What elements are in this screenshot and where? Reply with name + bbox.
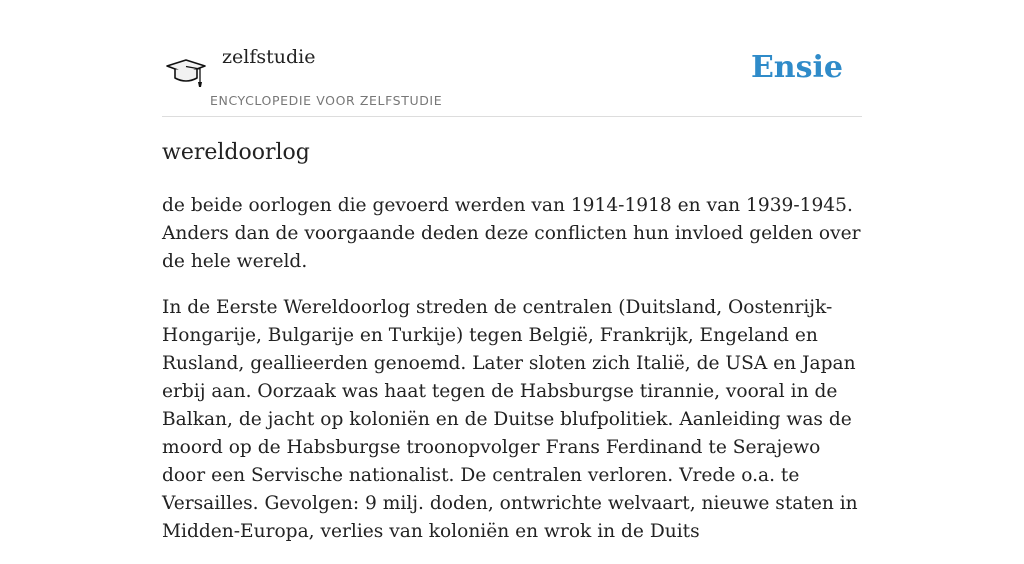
article-paragraph: In de Eerste Wereldoorlog streden de centralen (Duitsland, Oostenrijk-Hongarije, Bulgarije en Turkije) tegen België, Frankrijk, Engeland en Rusland, geallieerden genoemd. Later sloten zich Italië, de USA en Japan erbij aan. Oorzaak was haat tegen de Habsburgse tirannie, vooral in de Balkan, de jacht op koloniën en de Duitse blufpolitiek. Aanleiding was de moord op de Habsburgse troonopvolger Frans Ferdinand te Serajewo door een Servische nationalist. De centralen verloren. Vrede o.a. te Versailles. Gevolgen: 9 milj. doden, ontwrichte welvaart, nieuwe staten in Midden-Europa, verlies van koloniën en wrok in de Duits	[162, 297, 858, 542]
article-body	[162, 192, 862, 564]
site-name[interactable]: zelfstudie	[222, 46, 316, 68]
article-paragraph: de beide oorlogen die gevoerd werden van 1914-1918 en van 1939-1945. Anders dan de voorgaande deden deze conflicten hun invloed gelden over de hele wereld.	[162, 195, 861, 272]
article-title: wereldoorlog	[162, 140, 310, 165]
page	[162, 0, 862, 542]
site-header	[162, 0, 862, 117]
graduation-cap-icon[interactable]	[164, 52, 208, 92]
brand-logo[interactable]: Ensie	[750, 50, 843, 85]
site-tagline: ENCYCLOPEDIE VOOR ZELFSTUDIE	[210, 93, 443, 108]
